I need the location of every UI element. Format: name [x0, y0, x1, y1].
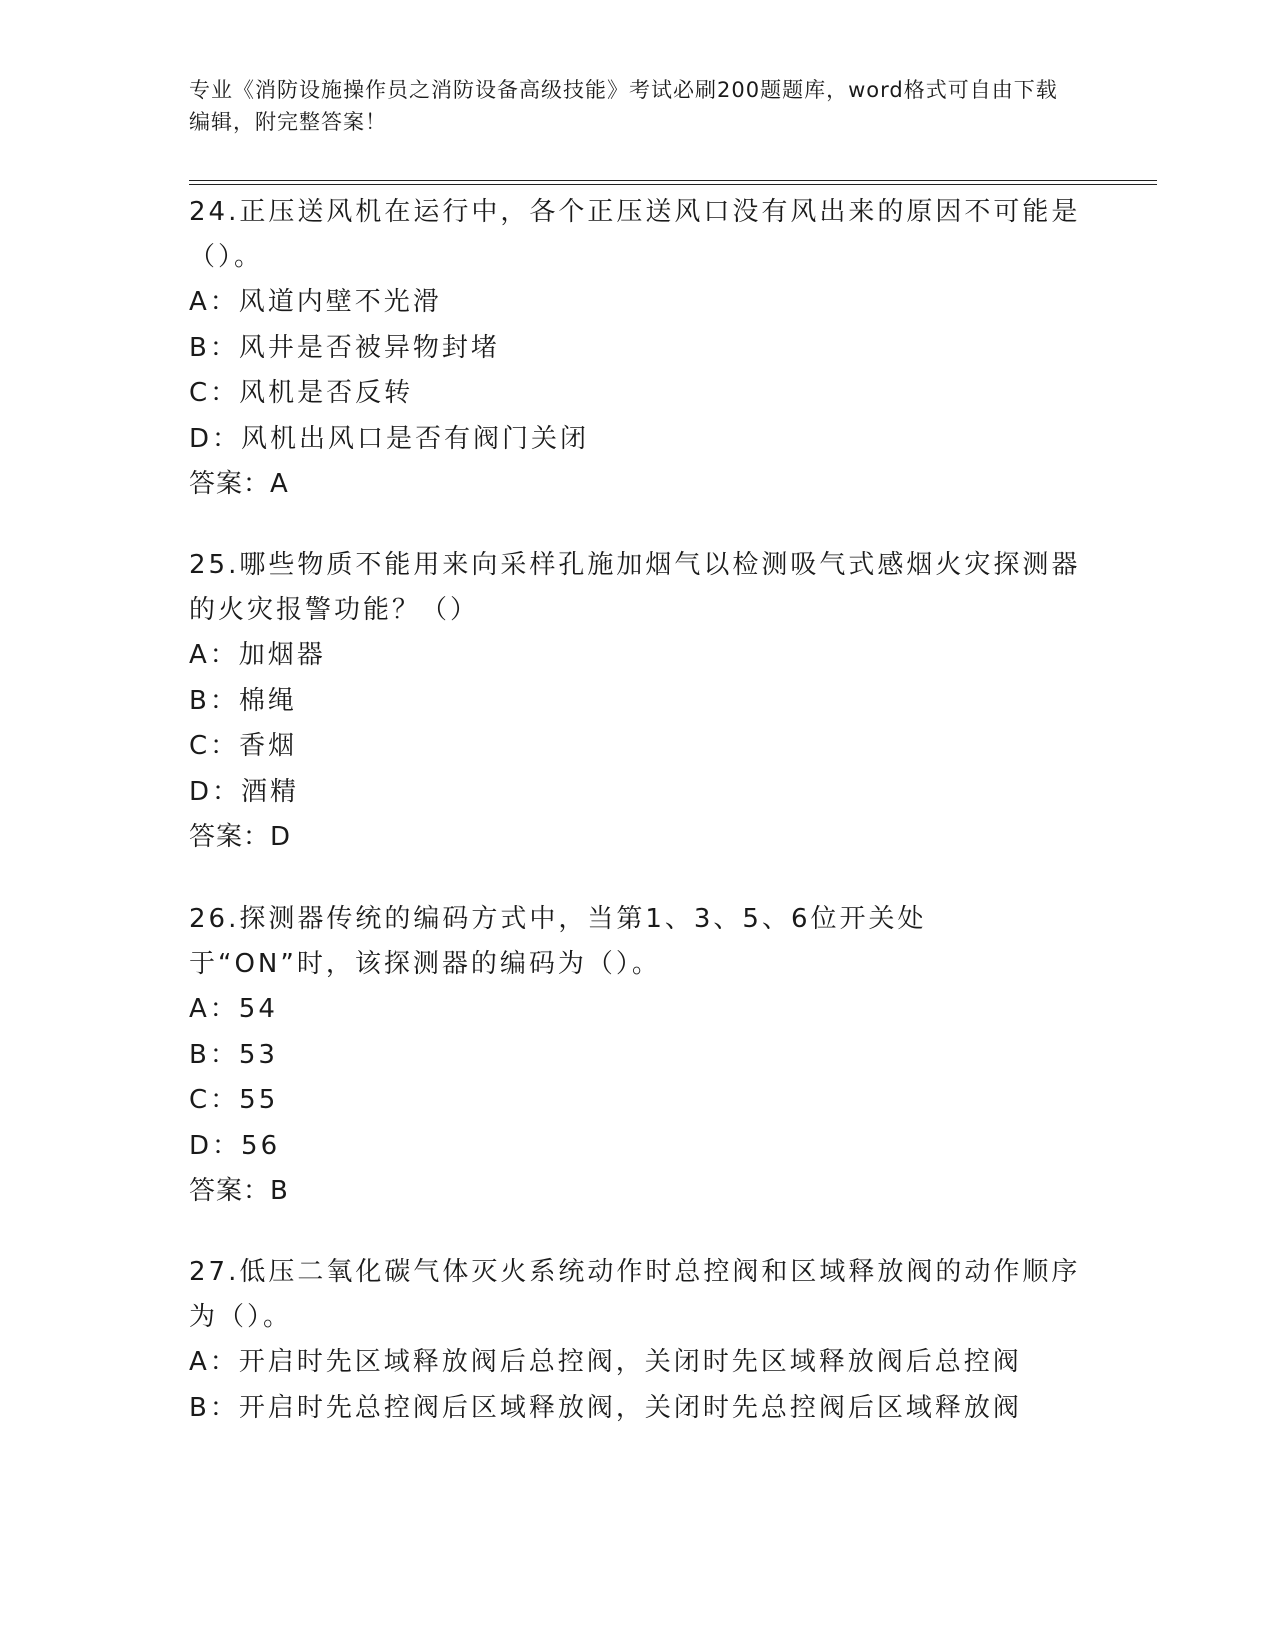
question-stem: 24.正压送风机在运行中，各个正压送风口没有风出来的原因不可能是（）。 [189, 197, 1081, 272]
option-d: D：风机出风口是否有阀门关闭 [189, 423, 590, 454]
question-27 [189, 1250, 1089, 1431]
option-d: D：56 [189, 1130, 281, 1161]
option-c: C：风机是否反转 [189, 378, 414, 408]
option-a: A：加烟器 [189, 640, 326, 670]
option-b: B：风井是否被异物封堵 [189, 332, 500, 363]
option-d: D：酒精 [189, 776, 300, 807]
answer: 答案：B [189, 1176, 289, 1206]
question-26 [189, 897, 1089, 1214]
question-25 [189, 543, 1089, 860]
header-divider-bottom [189, 184, 1157, 185]
option-c: C：香烟 [189, 731, 298, 761]
option-b: B：53 [189, 1039, 278, 1070]
option-a: A：开启时先区域释放阀后总控阀，关闭时先区域释放阀后总控阀 [189, 1347, 1022, 1377]
answer: 答案：D [189, 822, 292, 852]
option-c: C：55 [189, 1085, 279, 1115]
document-header: 专业《消防设施操作员之消防设备高级技能》考试必刷200题题库，word格式可自由下载编辑，附完整答案！ [189, 78, 1058, 134]
question-stem: 26.探测器传统的编码方式中，当第1、3、5、6位开关处于“ON”时，该探测器的编码为（）。 [189, 904, 927, 979]
option-b: B：开启时先总控阀后区域释放阀，关闭时先总控阀后区域释放阀 [189, 1392, 1022, 1423]
header-divider-top [189, 180, 1157, 181]
option-a: A：54 [189, 994, 278, 1024]
option-a: A：风道内壁不光滑 [189, 287, 442, 317]
answer: 答案：A [189, 469, 289, 499]
question-stem: 25.哪些物质不能用来向采样孔施加烟气以检测吸气式感烟火灾探测器的火灾报警功能？（） [189, 550, 1081, 625]
question-stem: 27.低压二氧化碳气体灭火系统动作时总控阀和区域释放阀的动作顺序为（）。 [189, 1257, 1081, 1332]
option-b: B：棉绳 [189, 685, 297, 716]
question-24 [189, 190, 1089, 507]
